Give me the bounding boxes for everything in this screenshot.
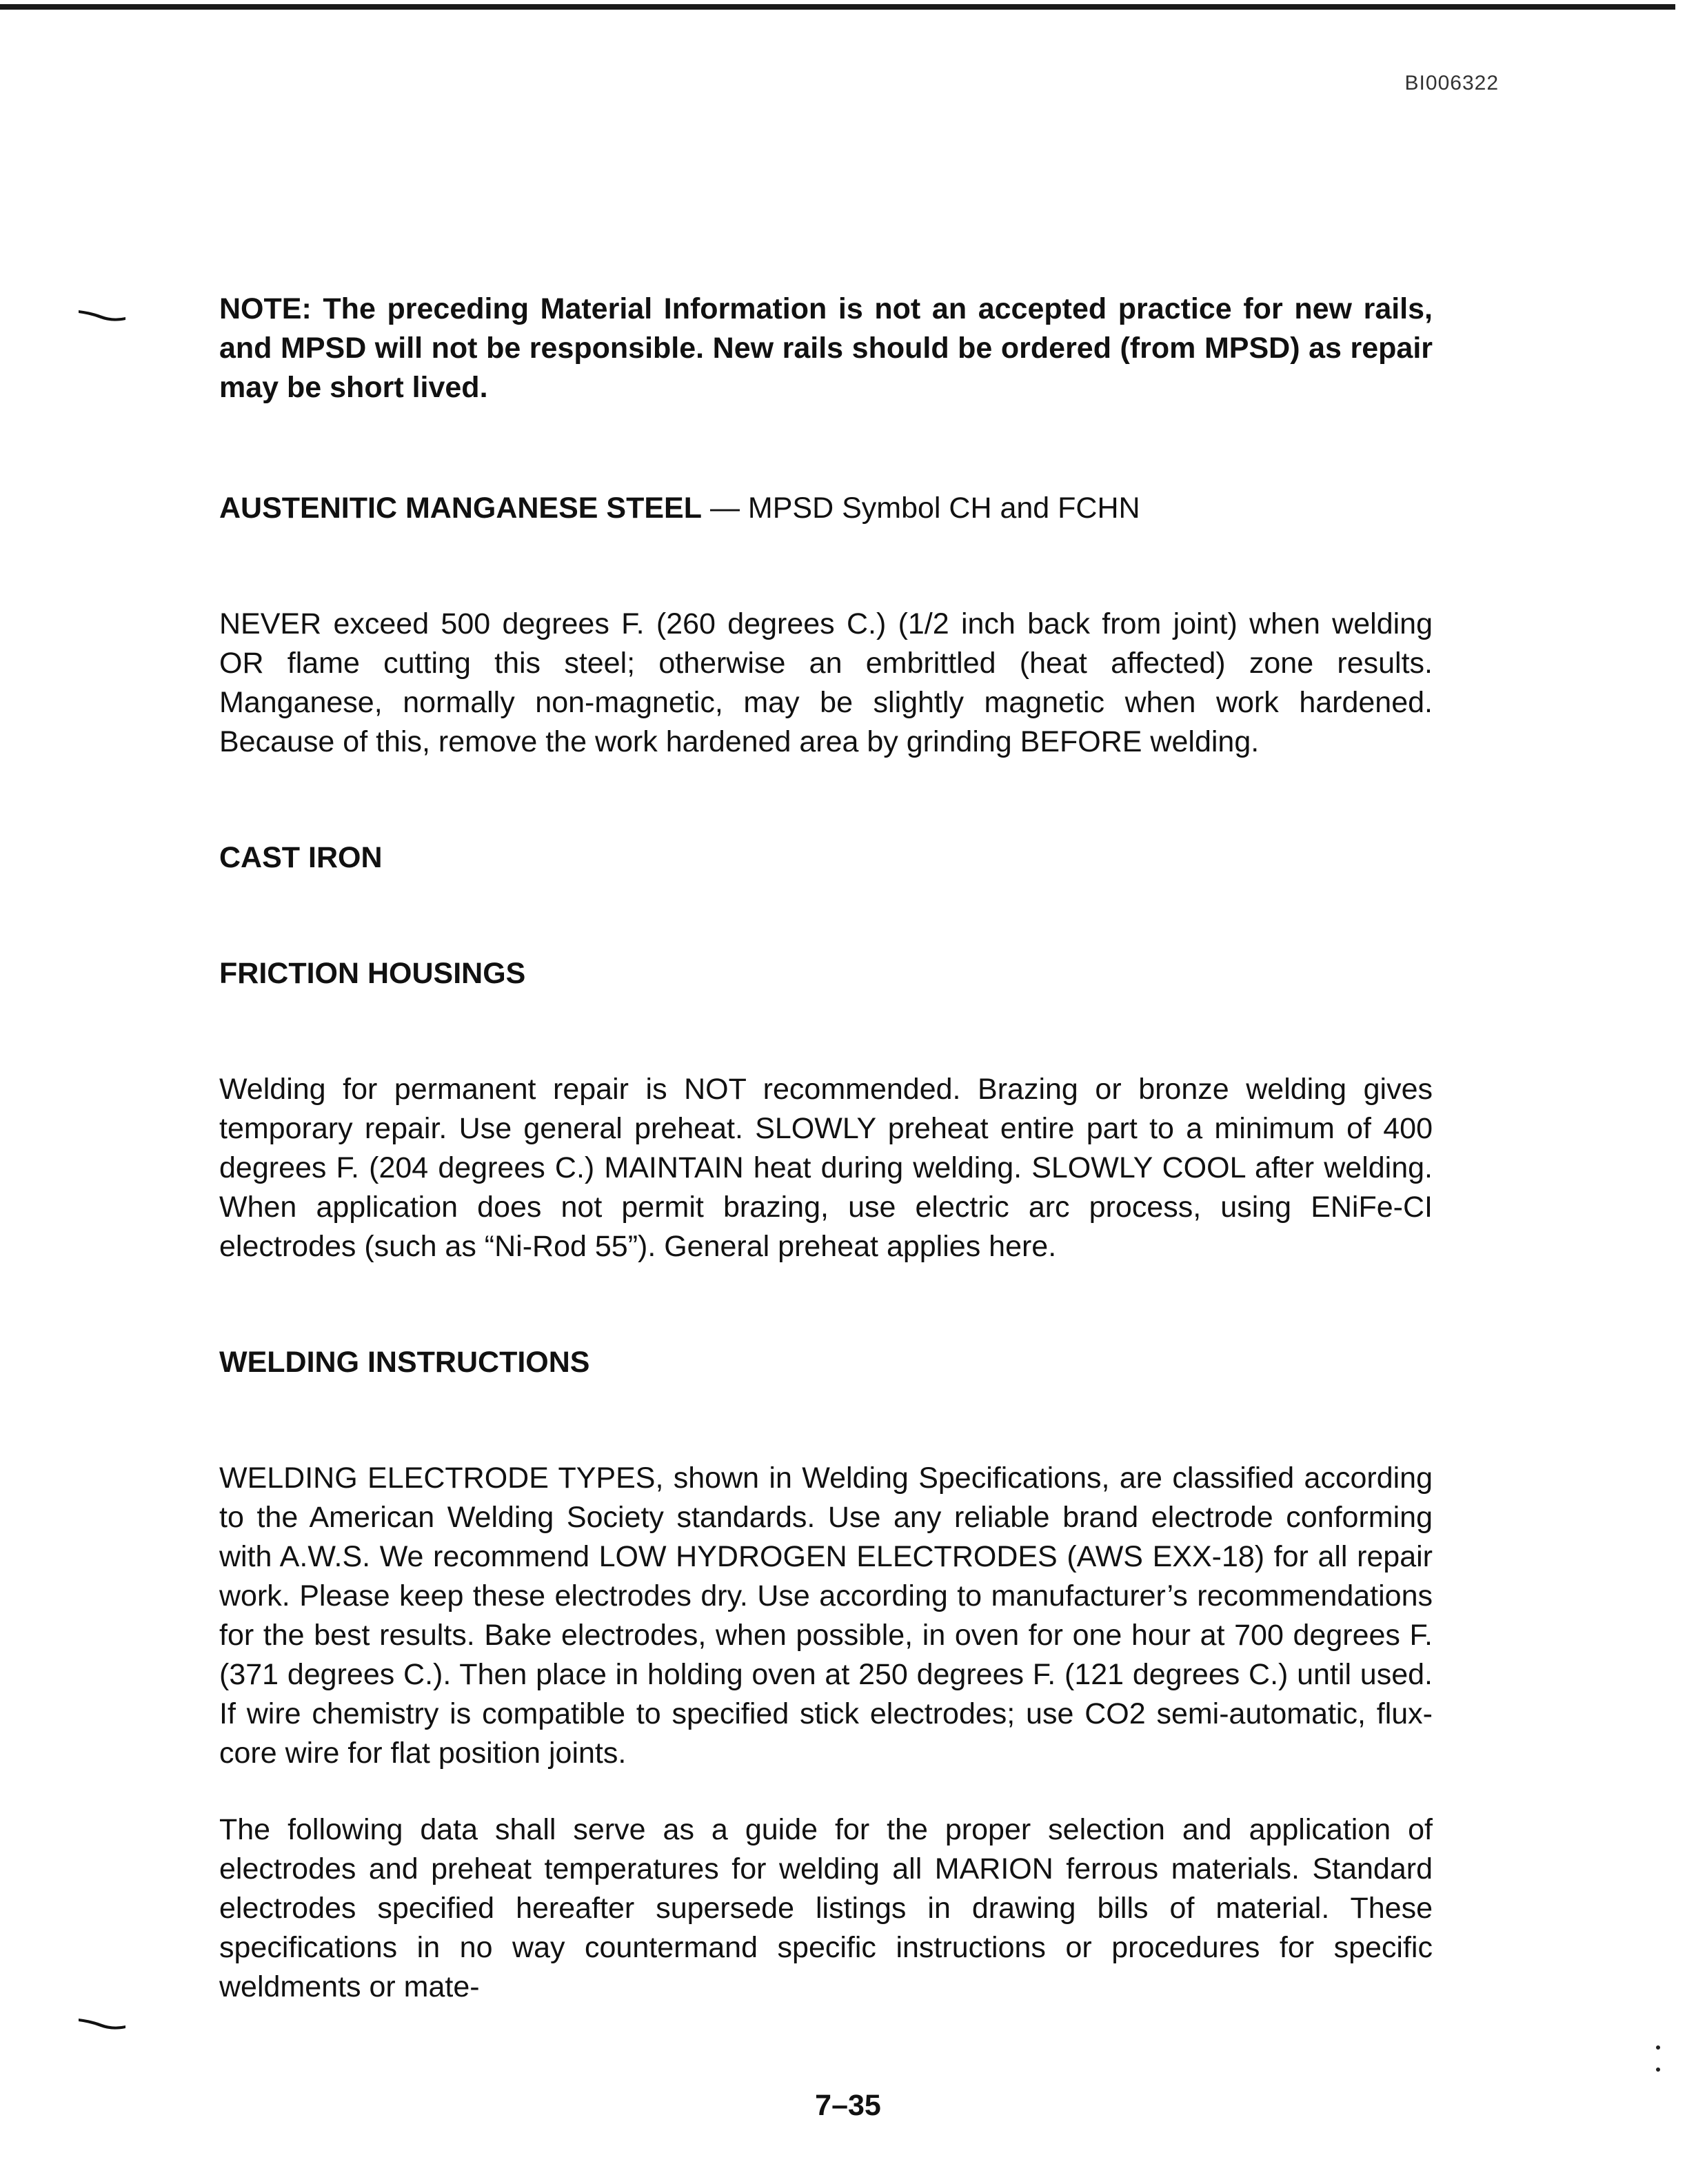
manganese-body: NEVER exceed 500 degrees F. (260 degrees C.) (1/2 inch back from joint) when welding OR flame cutting this steel; otherwise an embrittled (heat affected) zone results. Manganese, normally non-magnetic, may be slightly magnetic when work hardened. Because of this, remove the work hardened area by grinding BEFORE welding. [219,607,1433,758]
manganese-heading-title: AUSTENITIC MANGANESE STEEL [219,492,702,525]
corner-dots [1655,2043,1662,2074]
welding-instructions-heading: WELDING INSTRUCTIONS [219,1346,590,1379]
page-content [219,290,1433,2007]
document-id: BI006322 [1404,72,1499,94]
margin-mark-top [77,307,127,323]
welding-instructions-body-2: The following data shall serve as a guide for the proper selection and application of electrodes and preheat temperatures for welding all MARION ferrous materials. Standard electrodes specified hereafter supersede listings in drawing bills of material. These specifications in no way countermand specific instructions or procedures for specific weldments or mate- [219,1813,1433,2003]
manganese-heading [219,489,1433,528]
cast-iron-heading: CAST IRON [219,841,383,874]
friction-housings-body: Welding for permanent repair is NOT recommended. Brazing or bronze welding gives temporary repair. Use general preheat. SLOWLY preheat entire part to a minimum of 400 degrees F. (204 degrees C.) MAINTAIN heat during welding. SLOWLY COOL after welding. When application does not permit brazing, use electric arc process, using ENiFe-CI electrodes (such as “Ni-Rod 55”). General preheat applies here. [219,1073,1433,1263]
page-number: 7–35 [815,2089,881,2122]
welding-instructions-body-1: WELDING ELECTRODE TYPES, shown in Welding Specifications, are classified according to the American Welding Society standards. Use any reliable brand electrode conforming with A.W.S. We recommend LOW HYDROGEN ELECTRODES (AWS EXX-18) for all repair work. Please keep these electrodes dry. Use according to manufacturer’s recommendations for the best results. Bake electrodes, when possible, in oven for one hour at 700 degrees F. (371 degrees C.). Then place in holding oven at 250 degrees F. (121 degrees C.) until used. If wire chemistry is compatible to specified stick electrodes; use CO2 semi-automatic, flux-core wire for flat position joints. [219,1462,1433,1770]
note-paragraph: NOTE: The preceding Material Information is not an accepted practice for new rails, and MPSD will not be responsible. New rails should be ordered (from MPSD) as repair may be short lived. [219,292,1433,404]
friction-housings-heading: FRICTION HOUSINGS [219,957,526,990]
manganese-heading-symbol: — MPSD Symbol CH and FCHN [702,492,1140,525]
top-rule [0,4,1675,10]
margin-mark-bottom [77,2016,127,2031]
